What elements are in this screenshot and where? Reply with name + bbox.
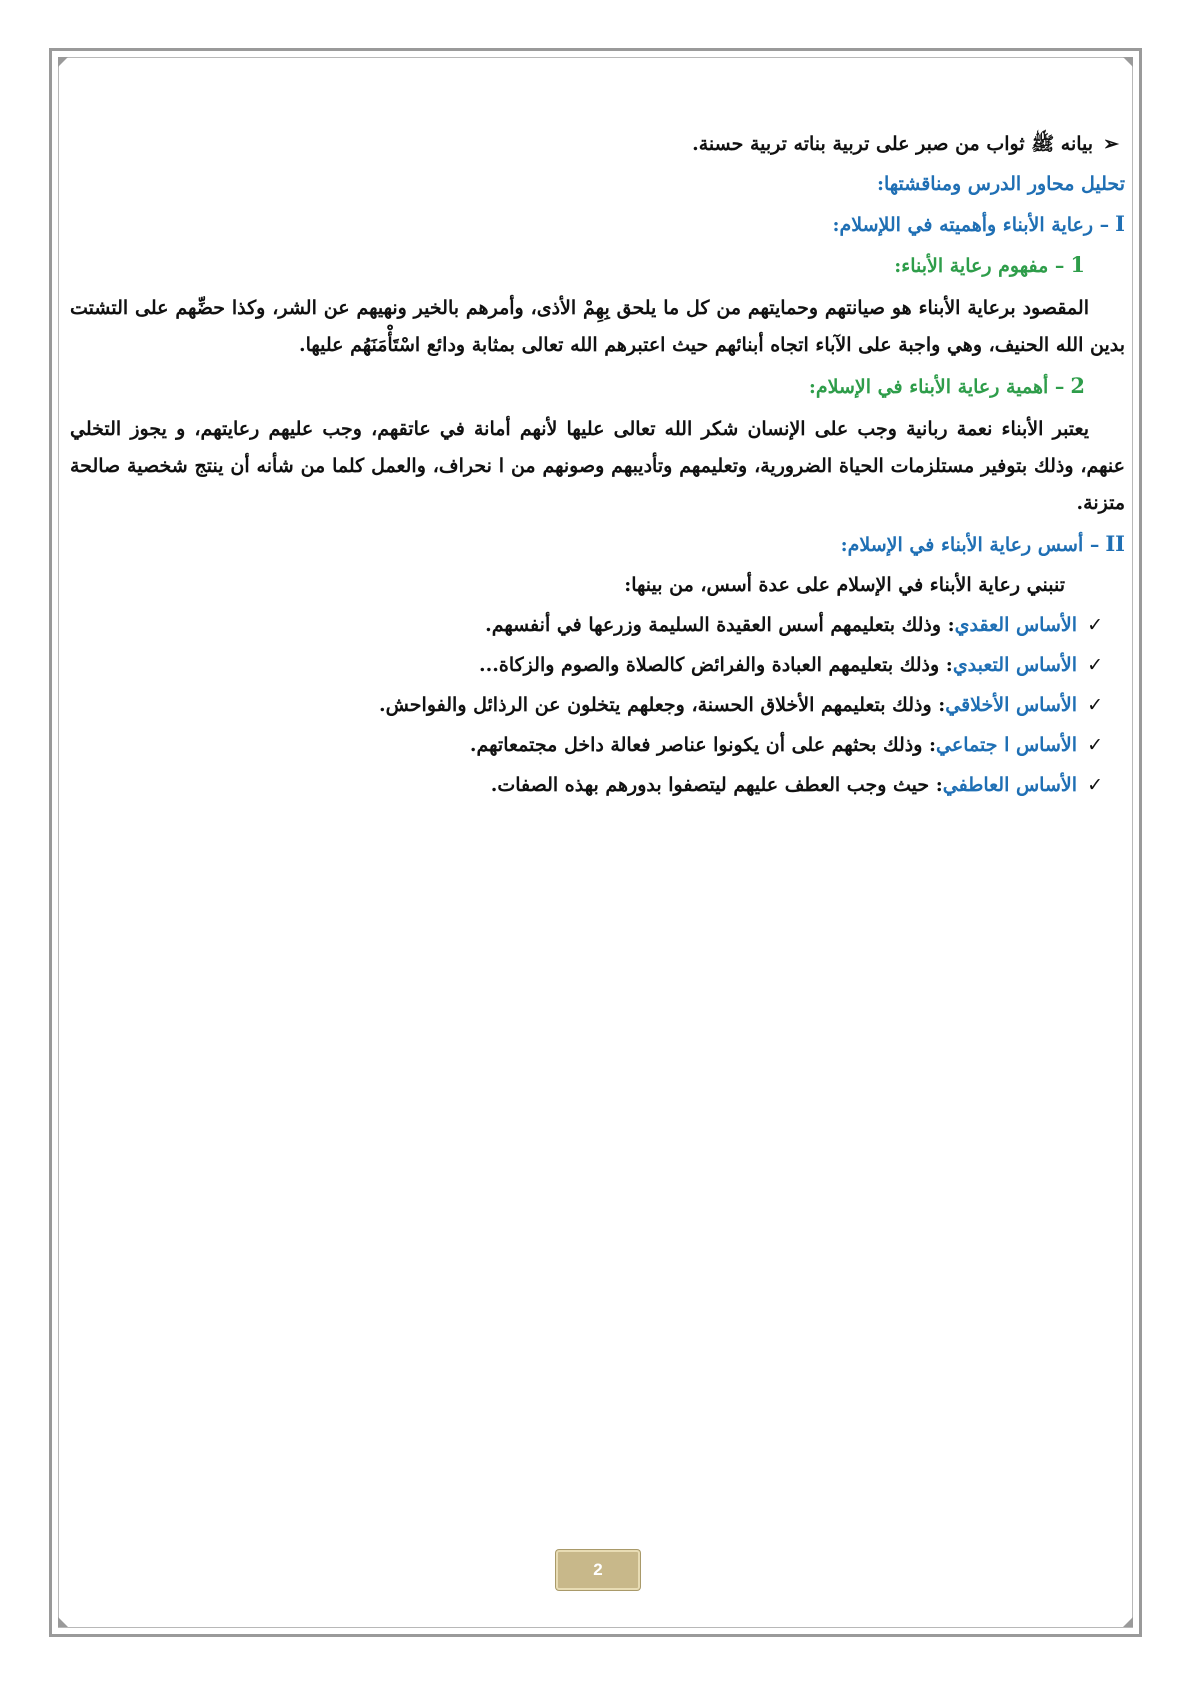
arrow-bullet-icon: ➢	[1103, 133, 1119, 155]
section-2-intro: تنبني رعاية الأبناء في الإسلام على عدة أسس، من بينها:	[624, 574, 1065, 596]
list-item	[70, 609, 1103, 641]
check-icon: ✓	[1087, 774, 1103, 796]
subsection-1-heading	[70, 249, 1085, 282]
analysis-heading: تحليل محاور الدرس ومناقشتها:	[876, 173, 1125, 195]
section-2-heading	[70, 528, 1125, 561]
paragraph-text: يعتبر الأبناء نعمة ربانية وجب على الإنسان شكر الله تعالى عليها لأنهم أمانة في عاتقهم، وجب عليهم رعايتهم، و يجوز التخلي عنهم، وذلك بتوفير مستلزمات الحياة الضرورية، وتعليمهم وتأديبهم وصونهم من ا نحراف، والعمل كلما من شأنه أن ينتج شخصية صالحة متزنة.	[70, 418, 1125, 514]
section-1-title: – رعاية الأبناء وأهميته في اللإسلام:	[832, 214, 1110, 236]
list-item	[70, 649, 1103, 681]
check-icon: ✓	[1087, 694, 1103, 716]
section-2-title: – أسس رعاية الأبناء في الإسلام:	[840, 534, 1100, 556]
item-text: : حيث وجب العطف عليهم ليتصفوا بدورهم بهذه الصفات.	[490, 774, 943, 796]
bullet-text: بيانه ﷺ ثواب من صبر على تربية بناته تربية حسنة.	[692, 133, 1094, 155]
item-term: الأساس الأخلاقي	[945, 694, 1077, 716]
bullet-point	[70, 128, 1119, 160]
subsection-2-heading	[70, 370, 1085, 403]
item-term: الأساس ا جتماعي	[936, 734, 1077, 756]
frame-corner-ornament	[1123, 57, 1133, 67]
item-text: : وذلك بتعليمهم الأخلاق الحسنة، وجعلهم يتخلون عن الرذائل والفواحش.	[378, 694, 946, 716]
item-term: الأساس التعبدي	[952, 654, 1077, 676]
subsection-2-title: – أهمية رعاية الأبناء في الإسلام:	[808, 376, 1065, 398]
check-icon: ✓	[1087, 734, 1103, 756]
item-text: : وذلك بتعليمهم العبادة والفرائض كالصلاة والصوم والزكاة...	[479, 654, 953, 676]
frame-corner-ornament	[58, 1617, 68, 1627]
frame-corner-ornament	[1123, 1617, 1133, 1627]
section-2-numeral: II	[1105, 531, 1125, 556]
section-1-numeral: I	[1115, 211, 1125, 236]
item-term: الأساس العقدي	[954, 614, 1077, 636]
item-text: : وذلك بحثهم على أن يكونوا عناصر فعالة داخل مجتمعاتهم.	[469, 734, 937, 756]
list-item	[70, 769, 1103, 801]
subsection-1-number: 1	[1070, 252, 1085, 277]
check-icon: ✓	[1087, 614, 1103, 636]
subsection-2-paragraph	[70, 411, 1125, 522]
section-1-heading	[70, 208, 1125, 241]
paragraph-text: المقصود برعاية الأبناء هو صيانتهم وحمايتهم من كل ما يلحق بِهِمْ الأذى، وأمرهم بالخير ونهيهم عن الشر، وكذا حضِّهم على التشتت بدين الله الحنيف، وهي واجبة على الآباء اتجاه أبنائهم حيث اعتبرهم الله تعالى بمثابة ودائع اسْتَأْمَنَهُم عليها.	[70, 297, 1125, 356]
frame-corner-ornament	[58, 57, 68, 67]
subsection-1-paragraph	[70, 290, 1125, 364]
subsection-2-number: 2	[1070, 373, 1085, 398]
item-text: : وذلك بتعليمهم أسس العقيدة السليمة وزرعها في أنفسهم.	[485, 614, 955, 636]
subsection-1-title: – مفهوم رعاية الأبناء:	[894, 255, 1065, 277]
document-body	[70, 128, 1125, 809]
list-item	[70, 729, 1103, 761]
check-icon: ✓	[1087, 654, 1103, 676]
list-item	[70, 689, 1103, 721]
page-number: 2	[556, 1550, 640, 1590]
foundations-list	[70, 609, 1103, 801]
item-term: الأساس العاطفي	[942, 774, 1077, 796]
